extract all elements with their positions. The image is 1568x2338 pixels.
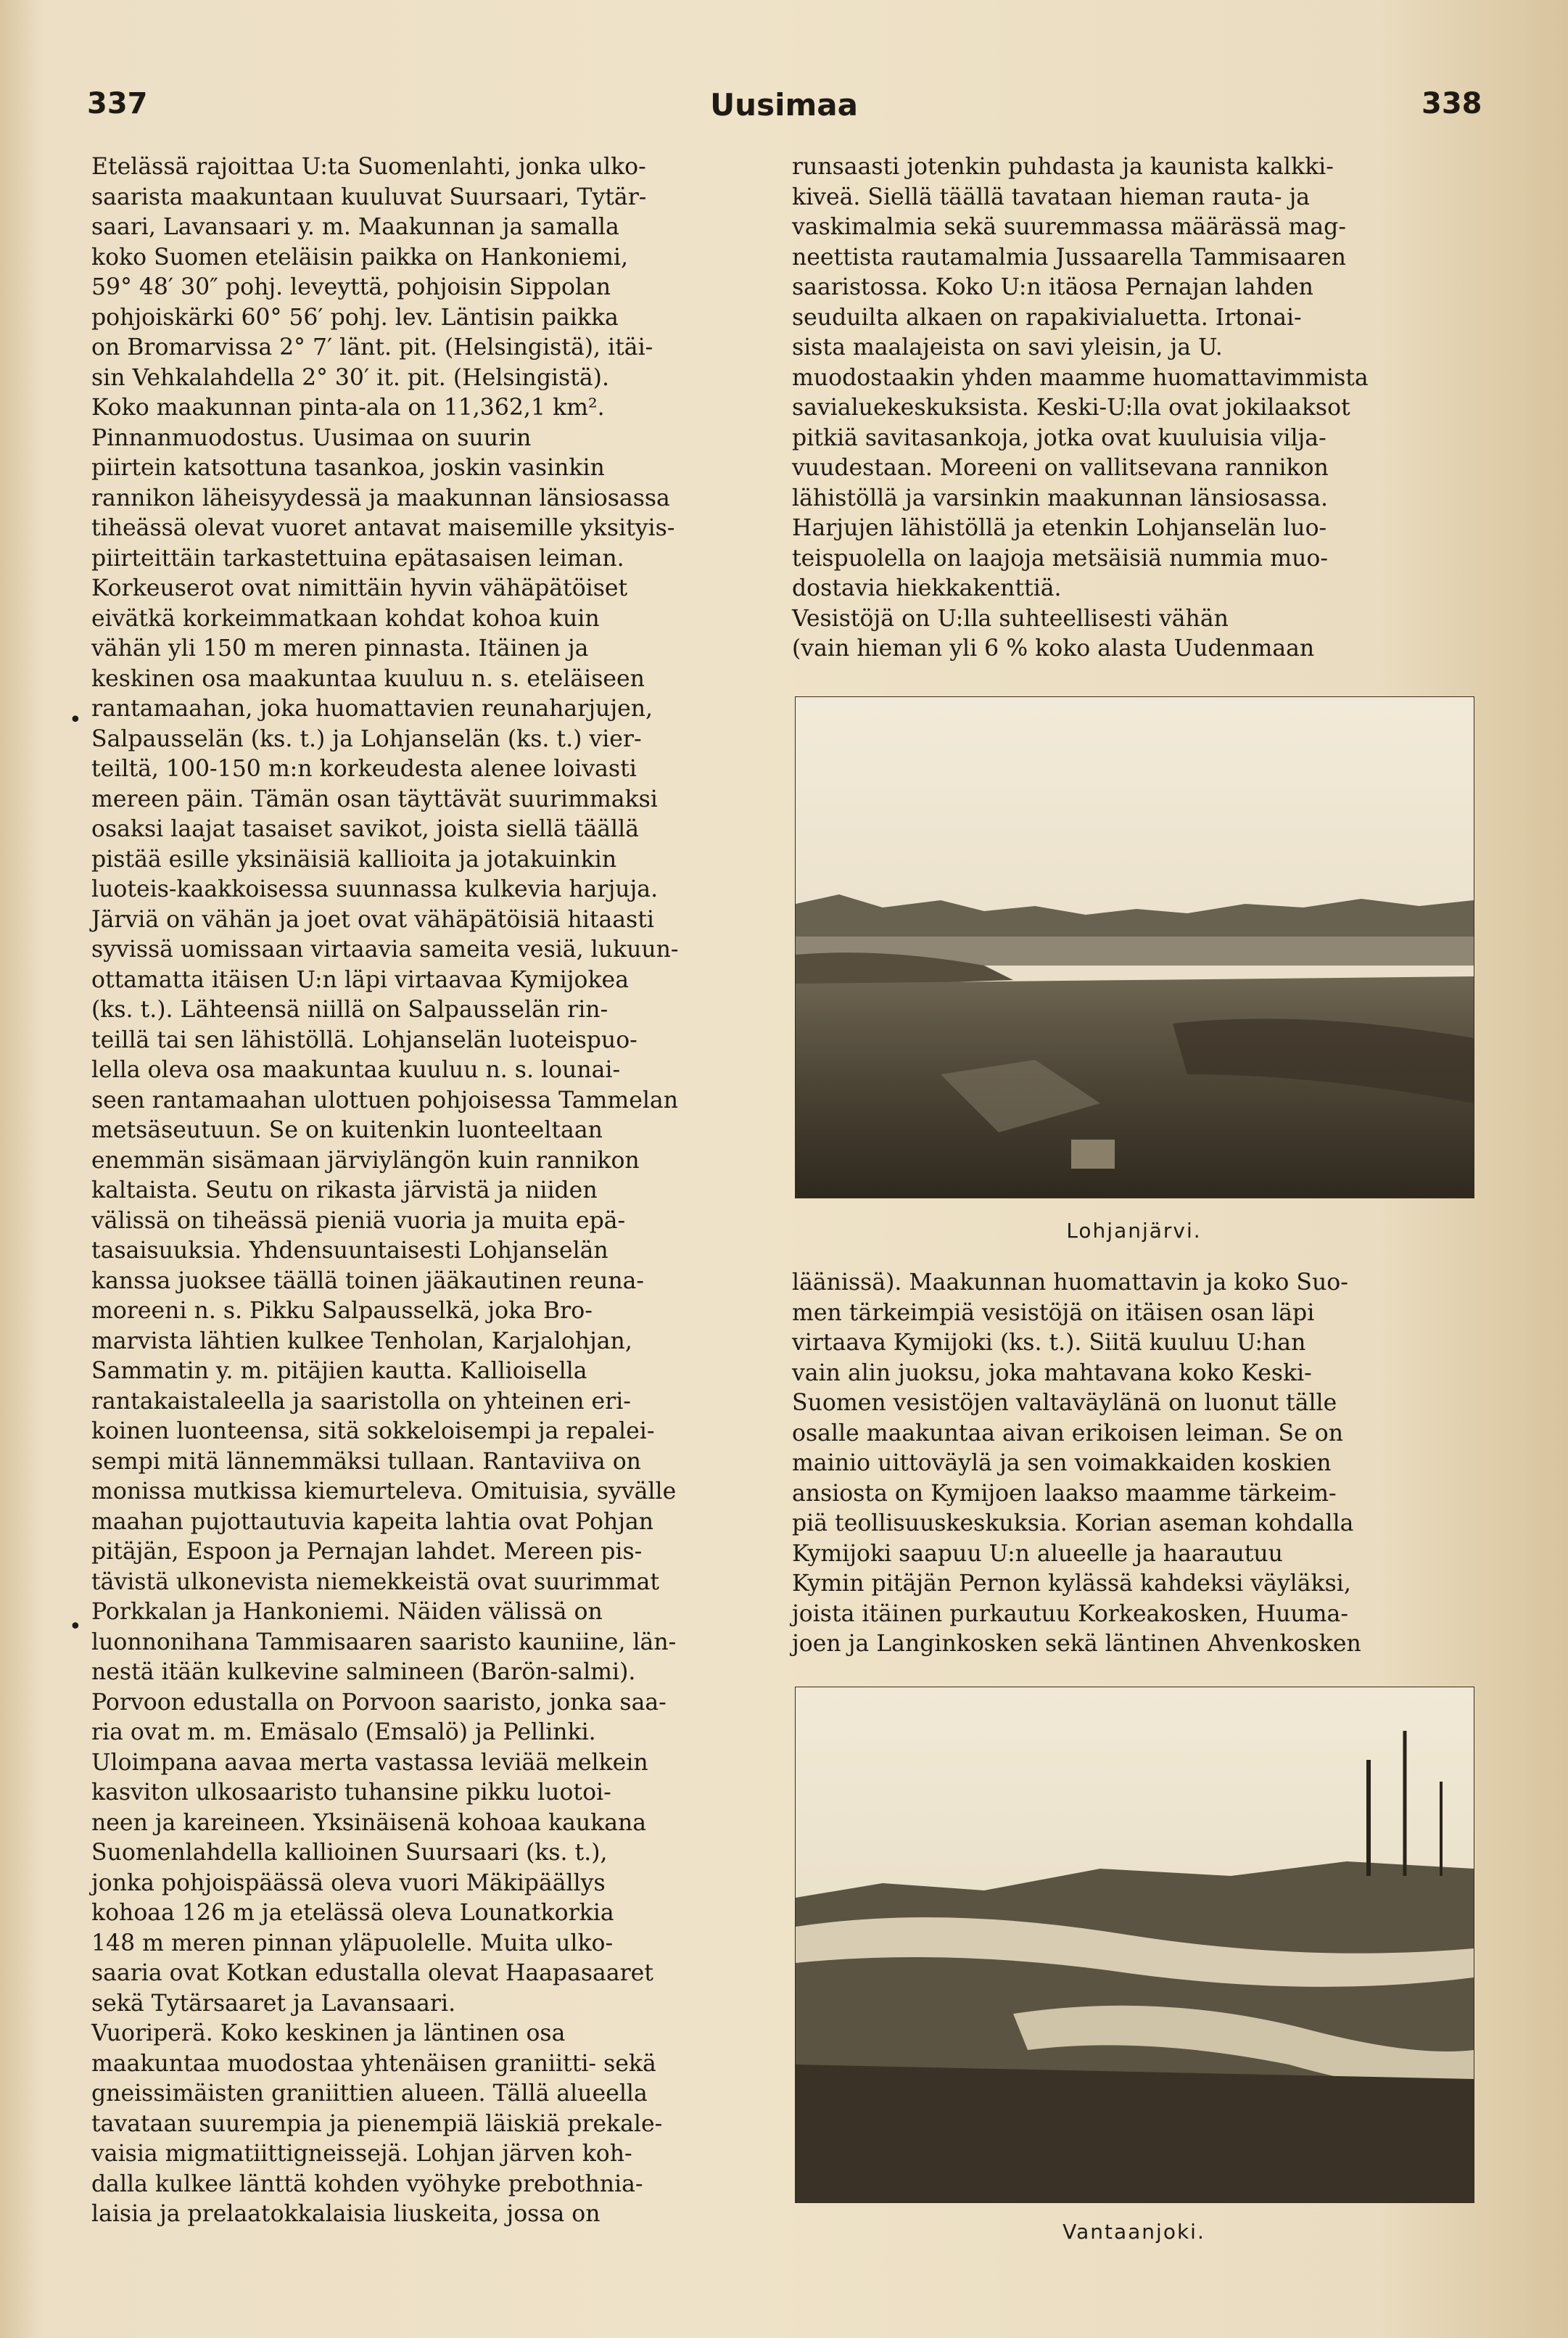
text-line: Suomenlahdella kallioinen Suursaari (ks. t.), xyxy=(91,1840,608,1866)
text-line: tiheässä olevat vuoret antavat maisemille yksityis- xyxy=(91,515,675,541)
text-line: Porvoon edustalla on Porvoon saaristo, jonka saa- xyxy=(91,1689,667,1716)
text-line: metsäseutuun. Se on kuitenkin luonteeltaan xyxy=(91,1117,603,1143)
text-line: savialuekeskuksista. Keski-U:lla ovat jokilaaksot xyxy=(792,395,1350,421)
text-line: lella oleva osa maakuntaa kuuluu n. s. lounai- xyxy=(91,1057,621,1083)
text-line: on Bromarvissa 2° 7′ länt. pit. (Helsingistä), itäi- xyxy=(91,334,653,361)
text-line: Uloimpana aavaa merta vastassa leviää melkein xyxy=(91,1749,648,1776)
text-line: koko Suomen eteläisin paikka on Hankoniemi, xyxy=(91,244,628,271)
text-line: Vuoriperä. Koko keskinen ja läntinen osa xyxy=(91,2020,566,2046)
text-line: sin Vehkalahdella 2° 30′ it. pit. (Helsingistä). xyxy=(91,364,609,391)
text-line: kaltaista. Seutu on rikasta järvistä ja niiden xyxy=(91,1177,598,1203)
text-line: sempi mitä lännemmäksi tullaan. Rantaviiva on xyxy=(91,1448,641,1475)
photo-vantaanjoki xyxy=(795,1687,1474,2203)
text-line: Järviä on vähän ja joet ovat vähäpätöisiä hitaasti xyxy=(91,906,654,933)
right-column-text-middle xyxy=(792,1268,1474,1660)
text-line: eivätkä korkeimmatkaan kohdat kohoa kuin xyxy=(91,605,600,632)
text-line: syvissä uomissaan virtaavia sameita vesiä, lukuun- xyxy=(91,937,679,963)
text-line: runsaasti jotenkin puhdasta ja kaunista kalkki- xyxy=(792,154,1334,180)
text-line: lähistöllä ja varsinkin maakunnan länsiosassa. xyxy=(792,485,1329,511)
text-line: 148 m meren pinnan yläpuolelle. Muita ulko- xyxy=(91,1930,614,1956)
text-line: piirtein katsottuna tasankoa, joskin vasinkin xyxy=(91,455,605,481)
caption-vantaanjoki: Vantaanjoki. xyxy=(1062,2220,1205,2244)
text-line: Porkkalan ja Hankoniemi. Näiden välissä on xyxy=(91,1599,603,1625)
text-line: teiltä, 100-150 m:n korkeudesta alenee loivasti xyxy=(91,756,637,782)
text-line: luonnonihana Tammisaaren saaristo kauniine, län- xyxy=(91,1629,677,1655)
text-line: tävistä ulkonevista niemekkeistä ovat suurimmat xyxy=(91,1568,660,1595)
text-line: vain alin juoksu, joka mahtavana koko Keski- xyxy=(792,1359,1312,1386)
left-column-text xyxy=(91,152,772,2230)
page-number-left: 337 xyxy=(87,87,148,120)
text-line: teillä tai sen lähistöllä. Lohjanselän luoteispuo- xyxy=(91,1026,637,1053)
text-line: seen rantamaahan ulottuen pohjoisessa Tammelan xyxy=(91,1087,679,1114)
text-line: saarista maakuntaan kuuluvat Suursaari, Tytär- xyxy=(91,184,647,210)
text-line: Kymijoki saapuu U:n alueelle ja haarautuu xyxy=(792,1540,1283,1567)
text-line: läänissä). Maakunnan huomattavin ja koko Suo- xyxy=(792,1269,1348,1296)
text-line: vaisia migmatiittigneissejä. Lohjan järven koh- xyxy=(91,2141,632,2167)
text-line: rantakaistaleella ja saaristolla on yhteinen eri- xyxy=(91,1388,631,1415)
text-line: muodostaakin yhden maamme huomattavimmista xyxy=(792,364,1369,391)
text-line: monissa mutkissa kiemurteleva. Omituisia, syvälle xyxy=(91,1478,677,1505)
text-line: joen ja Langinkosken sekä läntinen Ahvenkosken xyxy=(792,1631,1361,1657)
text-line: dalla kulkee länttä kohden vyöhyke prebothnia- xyxy=(91,2170,643,2197)
text-line: teispuolella on laajoja metsäisiä nummia muo- xyxy=(792,545,1328,572)
caption-lohjanjarvi: Lohjanjärvi. xyxy=(1066,1219,1202,1243)
text-line: välissä on tiheässä pieniä vuoria ja muita epä- xyxy=(91,1207,626,1234)
text-line: piä teollisuuskeskuksia. Korian aseman kohdalla xyxy=(792,1510,1354,1536)
text-line: tasaisuuksia. Yhdensuuntaisesti Lohjanselän xyxy=(91,1238,608,1264)
text-line: virtaava Kymijoki (ks. t.). Siitä kuuluu U:han xyxy=(792,1330,1306,1356)
text-line: saaria ovat Kotkan edustalla olevat Haapasaaret xyxy=(91,1960,653,1986)
text-line: osalle maakuntaa aivan erikoisen leiman. Se on xyxy=(792,1420,1344,1446)
text-line: piirteittäin tarkastettuina epätasaisen leiman. xyxy=(91,545,624,572)
text-line: ansiosta on Kymijoen laakso maamme tärkeim- xyxy=(792,1480,1337,1507)
text-line: enemmän sisämaan järviylängön kuin rannikon xyxy=(91,1147,640,1174)
text-line: keskinen osa maakuntaa kuuluu n. s. eteläiseen xyxy=(91,665,645,692)
text-line: (vain hieman yli 6 % koko alasta Uudenmaan xyxy=(792,635,1315,662)
margin-mark: • xyxy=(69,1614,82,1639)
text-line: sekä Tytärsaaret ja Lavansaari. xyxy=(91,1990,456,2017)
text-line: tavataan suurempia ja pienempiä läiskiä prekale- xyxy=(91,2110,663,2137)
text-line: neettista rautamalmia Jussaarella Tammisaaren xyxy=(792,244,1346,271)
text-line: vaskimalmia sekä suuremmassa määrässä mag- xyxy=(792,214,1346,240)
text-line: men tärkeimpiä vesistöjä on itäisen osan läpi xyxy=(792,1299,1315,1326)
text-line: neen ja kareineen. Yksinäisenä kohoaa kaukana xyxy=(91,1809,647,1836)
text-line: Suomen vesistöjen valtaväylänä on luonut tälle xyxy=(792,1390,1337,1416)
text-line: Salpausselän (ks. t.) ja Lohjanselän (ks. t.) vier- xyxy=(91,725,642,752)
text-line: mainio uittoväylä ja sen voimakkaiden koskien xyxy=(792,1450,1332,1476)
text-line: koinen luonteensa, sitä sokkeloisempi ja repalei- xyxy=(91,1418,655,1444)
text-line: Pinnanmuodostus. Uusimaa on suurin xyxy=(91,424,532,451)
photo-lohjanjarvi xyxy=(795,696,1474,1198)
text-line: kiveä. Siellä täällä tavataan hieman rauta- ja xyxy=(792,184,1311,210)
text-line: Koko maakunnan pinta-ala on 11,362,1 km². xyxy=(91,395,605,421)
text-line: kasviton ulkosaaristo tuhansine pikku luotoi- xyxy=(91,1779,611,1806)
text-line: joista itäinen purkautuu Korkeakosken, Huuma- xyxy=(792,1600,1348,1627)
text-line: pitkiä savitasankoja, jotka ovat kuuluisia vilja- xyxy=(792,424,1326,451)
text-line: sista maalajeista on savi yleisin, ja U. xyxy=(792,334,1223,361)
text-line: Vesistöjä on U:lla suhteellisesti vähän xyxy=(792,605,1229,632)
text-line: vähän yli 150 m meren pinnasta. Itäinen ja xyxy=(91,635,589,662)
text-line: marvista lähtien kulkee Tenholan, Karjalohjan, xyxy=(91,1328,632,1354)
text-line: vuudestaan. Moreeni on vallitsevana rannikon xyxy=(792,455,1329,481)
text-line: luoteis-kaakkoisessa suunnassa kulkevia harjuja. xyxy=(91,876,659,902)
text-line: kanssa juoksee täällä toinen jääkautinen reuna- xyxy=(91,1267,645,1294)
text-line: (ks. t.). Lähteensä niillä on Salpausselän rin- xyxy=(91,997,608,1023)
text-line: Kymin pitäjän Pernon kylässä kahdeksi väyläksi, xyxy=(792,1571,1351,1597)
text-line: maakuntaa muodostaa yhtenäisen graniitti- sekä xyxy=(91,2050,656,2077)
text-line: saaristossa. Koko U:n itäosa Pernajan lahden xyxy=(792,274,1313,300)
text-line: osaksi laajat tasaiset savikot, joista siellä täällä xyxy=(91,816,639,842)
page-number-right: 338 xyxy=(1421,87,1482,120)
text-line: Sammatin y. m. pitäjien kautta. Kallioisella xyxy=(91,1358,587,1384)
text-line: 59° 48′ 30″ pohj. leveyttä, pohjoisin Sippolan xyxy=(91,274,611,300)
right-column-text-top xyxy=(792,152,1474,664)
text-line: maahan pujottautuvia kapeita lahtia ovat Pohjan xyxy=(91,1508,654,1535)
text-line: nestä itään kulkevine salmineen (Barön-salmi). xyxy=(91,1659,636,1685)
text-line: mereen päin. Tämän osan täyttävät suurimmaksi xyxy=(91,786,658,812)
text-line: laisia ja prelaatokkalaisia liuskeita, jossa on xyxy=(91,2201,601,2227)
running-title: Uusimaa xyxy=(710,87,858,123)
text-line: moreeni n. s. Pikku Salpausselkä, joka Bro- xyxy=(91,1298,593,1324)
text-line: dostavia hiekkakenttiä. xyxy=(792,575,1062,601)
margin-mark: • xyxy=(69,707,82,733)
text-line: Etelässä rajoittaa U:ta Suomenlahti, jonka ulko- xyxy=(91,154,646,180)
text-line: pistää esille yksinäisiä kallioita ja jotakuinkin xyxy=(91,846,617,873)
running-header xyxy=(0,87,1568,138)
text-line: kohoaa 126 m ja etelässä oleva Lounatkorkia xyxy=(91,1900,614,1926)
text-line: ottamatta itäisen U:n läpi virtaavaa Kymijokea xyxy=(91,966,629,993)
text-line: pitäjän, Espoon ja Pernajan lahdet. Mereen pis- xyxy=(91,1539,643,1565)
text-line: rannikon läheisyydessä ja maakunnan länsiosassa xyxy=(91,485,670,511)
text-line: saari, Lavansaari y. m. Maakunnan ja samalla xyxy=(91,214,619,240)
text-line: gneissimäisten graniittien alueen. Tällä alueella xyxy=(91,2080,648,2107)
text-line: jonka pohjoispäässä oleva vuori Mäkipäällys xyxy=(91,1869,606,1896)
text-line: seuduilta alkaen on rapakivialuetta. Irtonai- xyxy=(792,304,1302,331)
text-line: ria ovat m. m. Emäsalo (Emsalö) ja Pellinki. xyxy=(91,1719,596,1745)
text-line: pohjoiskärki 60° 56′ pohj. lev. Läntisin paikka xyxy=(91,304,619,331)
text-line: Harjujen lähistöllä ja etenkin Lohjanselän luo- xyxy=(792,515,1327,541)
text-line: rantamaahan, joka huomattavien reunaharjujen, xyxy=(91,696,653,722)
text-line: Korkeuserot ovat nimittäin hyvin vähäpätöiset xyxy=(91,575,628,601)
